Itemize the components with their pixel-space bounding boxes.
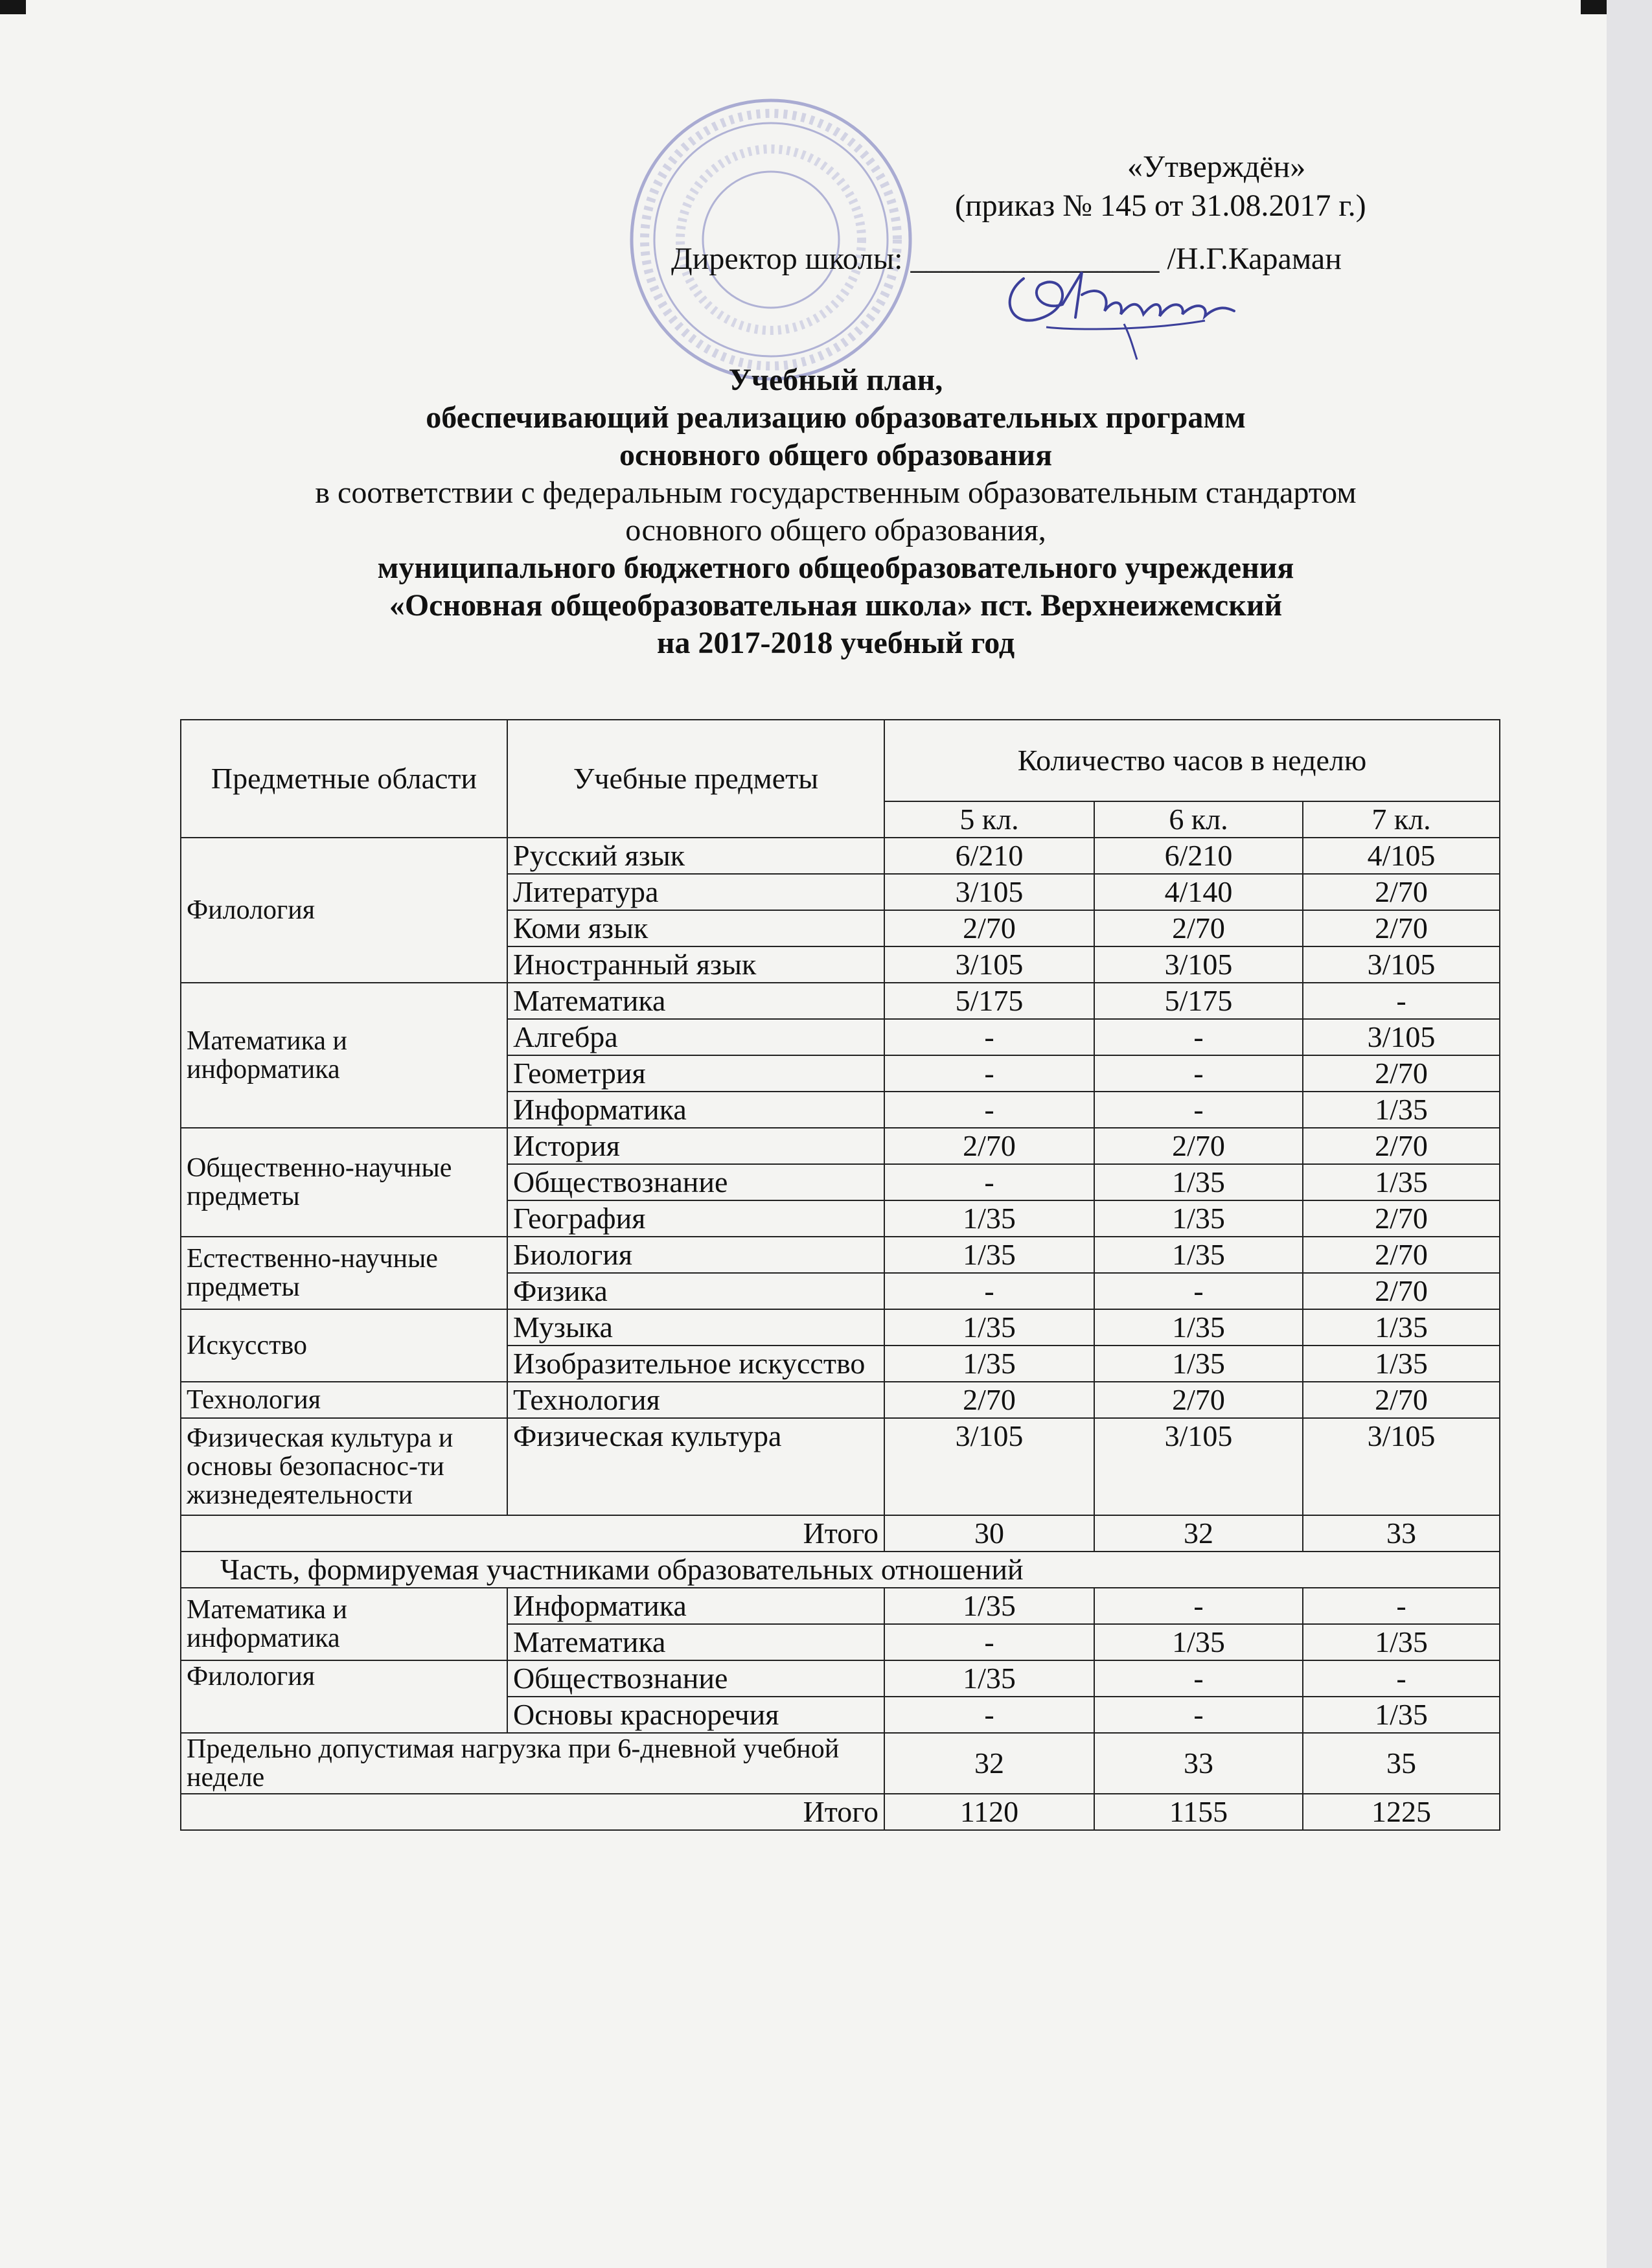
total-label: Итого bbox=[181, 1515, 884, 1552]
hours-cell: 1/35 bbox=[1094, 1309, 1303, 1346]
hours-cell: - bbox=[884, 1164, 1094, 1200]
header-grade-7: 7 кл. bbox=[1303, 801, 1500, 838]
hours-cell: - bbox=[884, 1055, 1094, 1092]
total-cell: 1155 bbox=[1094, 1794, 1303, 1830]
subject-cell: Технология bbox=[507, 1382, 884, 1418]
area-cell: Естественно-научные предметы bbox=[181, 1237, 507, 1309]
hours-cell: 3/105 bbox=[1094, 1418, 1303, 1515]
table-row bbox=[181, 1128, 1500, 1164]
max-load-cell: 33 bbox=[1094, 1733, 1303, 1794]
area-cell: Математика и информатика bbox=[181, 1588, 507, 1660]
section-title: Часть, формируемая участниками образовательных отношений bbox=[181, 1552, 1500, 1588]
table-row bbox=[181, 1660, 1500, 1697]
area-cell: Физическая культура и основы безопаснос-ти жизнедеятельности bbox=[181, 1418, 507, 1515]
total-cell: 33 bbox=[1303, 1515, 1500, 1552]
hours-cell: 5/175 bbox=[884, 983, 1094, 1019]
subject-cell: Основы красноречия bbox=[507, 1697, 884, 1733]
subject-cell: Иностранный язык bbox=[507, 946, 884, 983]
hours-cell: 1/35 bbox=[884, 1660, 1094, 1697]
subject-cell: История bbox=[507, 1128, 884, 1164]
title-line: «Основная общеобразовательная школа» пст. Верхнеижемский bbox=[389, 588, 1283, 623]
title-line: на 2017-2018 учебный год bbox=[656, 626, 1015, 660]
subject-cell: География bbox=[507, 1200, 884, 1237]
total-row bbox=[181, 1794, 1500, 1830]
scan-corner bbox=[0, 0, 26, 14]
order-reference: (приказ № 145 от 31.08.2017 г.) bbox=[955, 189, 1366, 223]
hours-cell: 1/35 bbox=[884, 1588, 1094, 1624]
hours-cell: 2/70 bbox=[884, 1128, 1094, 1164]
subject-cell: Русский язык bbox=[507, 838, 884, 874]
hours-cell: 2/70 bbox=[1303, 910, 1500, 946]
area-cell: Технология bbox=[181, 1382, 507, 1418]
hours-cell: - bbox=[884, 1273, 1094, 1309]
total-cell: 30 bbox=[884, 1515, 1094, 1552]
hours-cell: 2/70 bbox=[1303, 1382, 1500, 1418]
section-header-row bbox=[181, 1552, 1500, 1588]
hours-cell: 3/105 bbox=[884, 946, 1094, 983]
header-grade-6: 6 кл. bbox=[1094, 801, 1303, 838]
subject-cell: Литература bbox=[507, 874, 884, 910]
subject-cell: Физика bbox=[507, 1273, 884, 1309]
hours-cell: 1/35 bbox=[884, 1237, 1094, 1273]
header-hours: Количество часов в неделю bbox=[884, 720, 1500, 801]
max-load-cell: 35 bbox=[1303, 1733, 1500, 1794]
official-stamp-icon bbox=[622, 91, 920, 389]
hours-cell: 4/105 bbox=[1303, 838, 1500, 874]
total-cell: 1225 bbox=[1303, 1794, 1500, 1830]
hours-cell: - bbox=[884, 1092, 1094, 1128]
hours-cell: 5/175 bbox=[1094, 983, 1303, 1019]
director-signature-line: Директор школы: ________________ /Н.Г.Караман bbox=[671, 242, 1342, 276]
hours-cell: 3/105 bbox=[884, 874, 1094, 910]
title-line: основного общего образования, bbox=[625, 513, 1046, 547]
area-cell: Общественно-научные предметы bbox=[181, 1128, 507, 1237]
hours-cell: - bbox=[1094, 1055, 1303, 1092]
hours-cell: 2/70 bbox=[1303, 1200, 1500, 1237]
subject-cell: Физическая культура bbox=[507, 1418, 884, 1515]
table-row bbox=[181, 1382, 1500, 1418]
hours-cell: - bbox=[1094, 1660, 1303, 1697]
subject-cell: Информатика bbox=[507, 1092, 884, 1128]
hours-cell: 2/70 bbox=[1094, 1382, 1303, 1418]
max-load-row bbox=[181, 1733, 1500, 1794]
table-row bbox=[181, 1309, 1500, 1346]
hours-cell: 2/70 bbox=[1303, 1055, 1500, 1092]
subject-cell: Изобразительное искусство bbox=[507, 1346, 884, 1382]
subject-cell: Биология bbox=[507, 1237, 884, 1273]
title-line: Учебный план, bbox=[728, 363, 943, 397]
table-row bbox=[181, 838, 1500, 874]
hours-cell: 3/105 bbox=[1303, 946, 1500, 983]
title-line: в соответствии с федеральным государственным образовательным стандартом bbox=[315, 475, 1357, 510]
hours-cell: 4/140 bbox=[1094, 874, 1303, 910]
hours-cell: 6/210 bbox=[1094, 838, 1303, 874]
table-row bbox=[181, 983, 1500, 1019]
approval-label: «Утверждён» bbox=[1127, 150, 1306, 184]
hours-cell: 2/70 bbox=[884, 910, 1094, 946]
hours-cell: - bbox=[884, 1019, 1094, 1055]
table-row bbox=[181, 1588, 1500, 1624]
subject-cell: Информатика bbox=[507, 1588, 884, 1624]
hours-cell: - bbox=[884, 1697, 1094, 1733]
hours-cell: 1/35 bbox=[1303, 1309, 1500, 1346]
hours-cell: 2/70 bbox=[1303, 1128, 1500, 1164]
hours-cell: 1/35 bbox=[1094, 1624, 1303, 1660]
total-cell: 1120 bbox=[884, 1794, 1094, 1830]
title-line: основного общего образования bbox=[619, 438, 1053, 472]
table-row bbox=[181, 1418, 1500, 1515]
hours-cell: - bbox=[884, 1624, 1094, 1660]
document-title bbox=[155, 361, 1516, 662]
title-line: обеспечивающий реализацию образовательных программ bbox=[426, 400, 1246, 435]
hours-cell: 3/105 bbox=[884, 1418, 1094, 1515]
subject-cell: Обществознание bbox=[507, 1660, 884, 1697]
subject-cell: Геометрия bbox=[507, 1055, 884, 1092]
hours-cell: 2/70 bbox=[1094, 910, 1303, 946]
hours-cell: 1/35 bbox=[1303, 1346, 1500, 1382]
hours-cell: 1/35 bbox=[1303, 1164, 1500, 1200]
subject-cell: Коми язык bbox=[507, 910, 884, 946]
hours-cell: 2/70 bbox=[884, 1382, 1094, 1418]
hours-cell: 1/35 bbox=[884, 1346, 1094, 1382]
hours-cell: 1/35 bbox=[1094, 1346, 1303, 1382]
hours-cell: 1/35 bbox=[1094, 1237, 1303, 1273]
area-cell: Математика и информатика bbox=[181, 983, 507, 1128]
hours-cell: 2/70 bbox=[1303, 1237, 1500, 1273]
hours-cell: - bbox=[1094, 1092, 1303, 1128]
table-row bbox=[181, 1237, 1500, 1273]
scan-corner bbox=[1581, 0, 1607, 14]
subject-cell: Математика bbox=[507, 983, 884, 1019]
area-cell: Искусство bbox=[181, 1309, 507, 1382]
curriculum-table bbox=[180, 719, 1500, 1831]
table-header-row bbox=[181, 720, 1500, 801]
total-cell: 32 bbox=[1094, 1515, 1303, 1552]
hours-cell: 1/35 bbox=[1094, 1200, 1303, 1237]
total-label: Итого bbox=[181, 1794, 884, 1830]
hours-cell: - bbox=[1094, 1697, 1303, 1733]
subject-cell: Алгебра bbox=[507, 1019, 884, 1055]
hours-cell: 2/70 bbox=[1094, 1128, 1303, 1164]
title-line: муниципального бюджетного общеобразовательного учреждения bbox=[377, 551, 1294, 585]
hours-cell: 1/35 bbox=[1303, 1697, 1500, 1733]
subject-cell: Музыка bbox=[507, 1309, 884, 1346]
hours-cell: 3/105 bbox=[1303, 1418, 1500, 1515]
hours-cell: 2/70 bbox=[1303, 874, 1500, 910]
subject-cell: Математика bbox=[507, 1624, 884, 1660]
hours-cell: 3/105 bbox=[1303, 1019, 1500, 1055]
hours-cell: - bbox=[1094, 1588, 1303, 1624]
hours-cell: 1/35 bbox=[1303, 1092, 1500, 1128]
max-load-label: Предельно допустимая нагрузка при 6-дневной учебной неделе bbox=[181, 1733, 884, 1794]
hours-cell: 1/35 bbox=[1303, 1624, 1500, 1660]
max-load-cell: 32 bbox=[884, 1733, 1094, 1794]
header-subjects: Учебные предметы bbox=[507, 720, 884, 838]
hours-cell: 3/105 bbox=[1094, 946, 1303, 983]
hours-cell: - bbox=[1094, 1019, 1303, 1055]
header-areas: Предметные области bbox=[181, 720, 507, 838]
hours-cell: - bbox=[1303, 1588, 1500, 1624]
total-row bbox=[181, 1515, 1500, 1552]
hours-cell: 1/35 bbox=[1094, 1164, 1303, 1200]
area-cell: Филология bbox=[181, 838, 507, 983]
hours-cell: 1/35 bbox=[884, 1200, 1094, 1237]
handwritten-signature-icon bbox=[985, 233, 1257, 363]
hours-cell: 1/35 bbox=[884, 1309, 1094, 1346]
hours-cell: 2/70 bbox=[1303, 1273, 1500, 1309]
subject-cell: Обществознание bbox=[507, 1164, 884, 1200]
hours-cell: - bbox=[1303, 983, 1500, 1019]
hours-cell: - bbox=[1094, 1273, 1303, 1309]
hours-cell: - bbox=[1303, 1660, 1500, 1697]
area-cell: Филология bbox=[181, 1660, 507, 1733]
header-grade-5: 5 кл. bbox=[884, 801, 1094, 838]
hours-cell: 6/210 bbox=[884, 838, 1094, 874]
